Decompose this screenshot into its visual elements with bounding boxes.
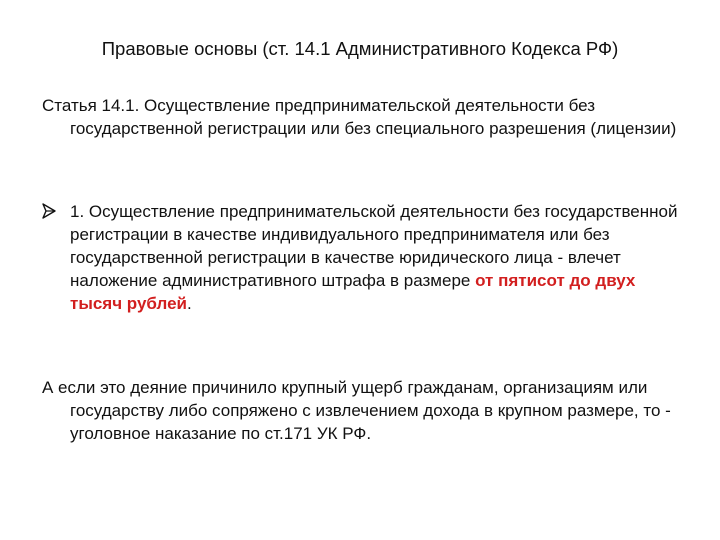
article-heading-paragraph: Статья 14.1. Осуществление предпринимательской деятельности без государственной регистрации или без специального разрешения (лицензии) bbox=[42, 96, 677, 138]
bullet-text-end: . bbox=[186, 294, 192, 313]
bullet-text bbox=[42, 200, 692, 315]
bullet-text-main: 1. Осуществление предпринимательской деятельности без государственной регистрации в качестве индивидуального предпринимателя или без государственной регистрации в качестве юридического лица - влечет наложение административного штрафа в размере bbox=[70, 202, 678, 290]
arrow-bullet-icon bbox=[42, 200, 64, 223]
criminal-liability-paragraph: А если это деяние причинило крупный ущерб гражданам, организациям или государству либо сопряжено с извлечением дохода в крупном размере, то - уголовное наказание по ст.171 УК РФ. bbox=[42, 378, 671, 443]
bullet-item bbox=[42, 200, 692, 315]
fine-amount-highlight: от пятисот до двух тысяч рублей bbox=[70, 271, 636, 313]
slide-title: Правовые основы (ст. 14.1 Административного Кодекса РФ) bbox=[101, 38, 619, 59]
